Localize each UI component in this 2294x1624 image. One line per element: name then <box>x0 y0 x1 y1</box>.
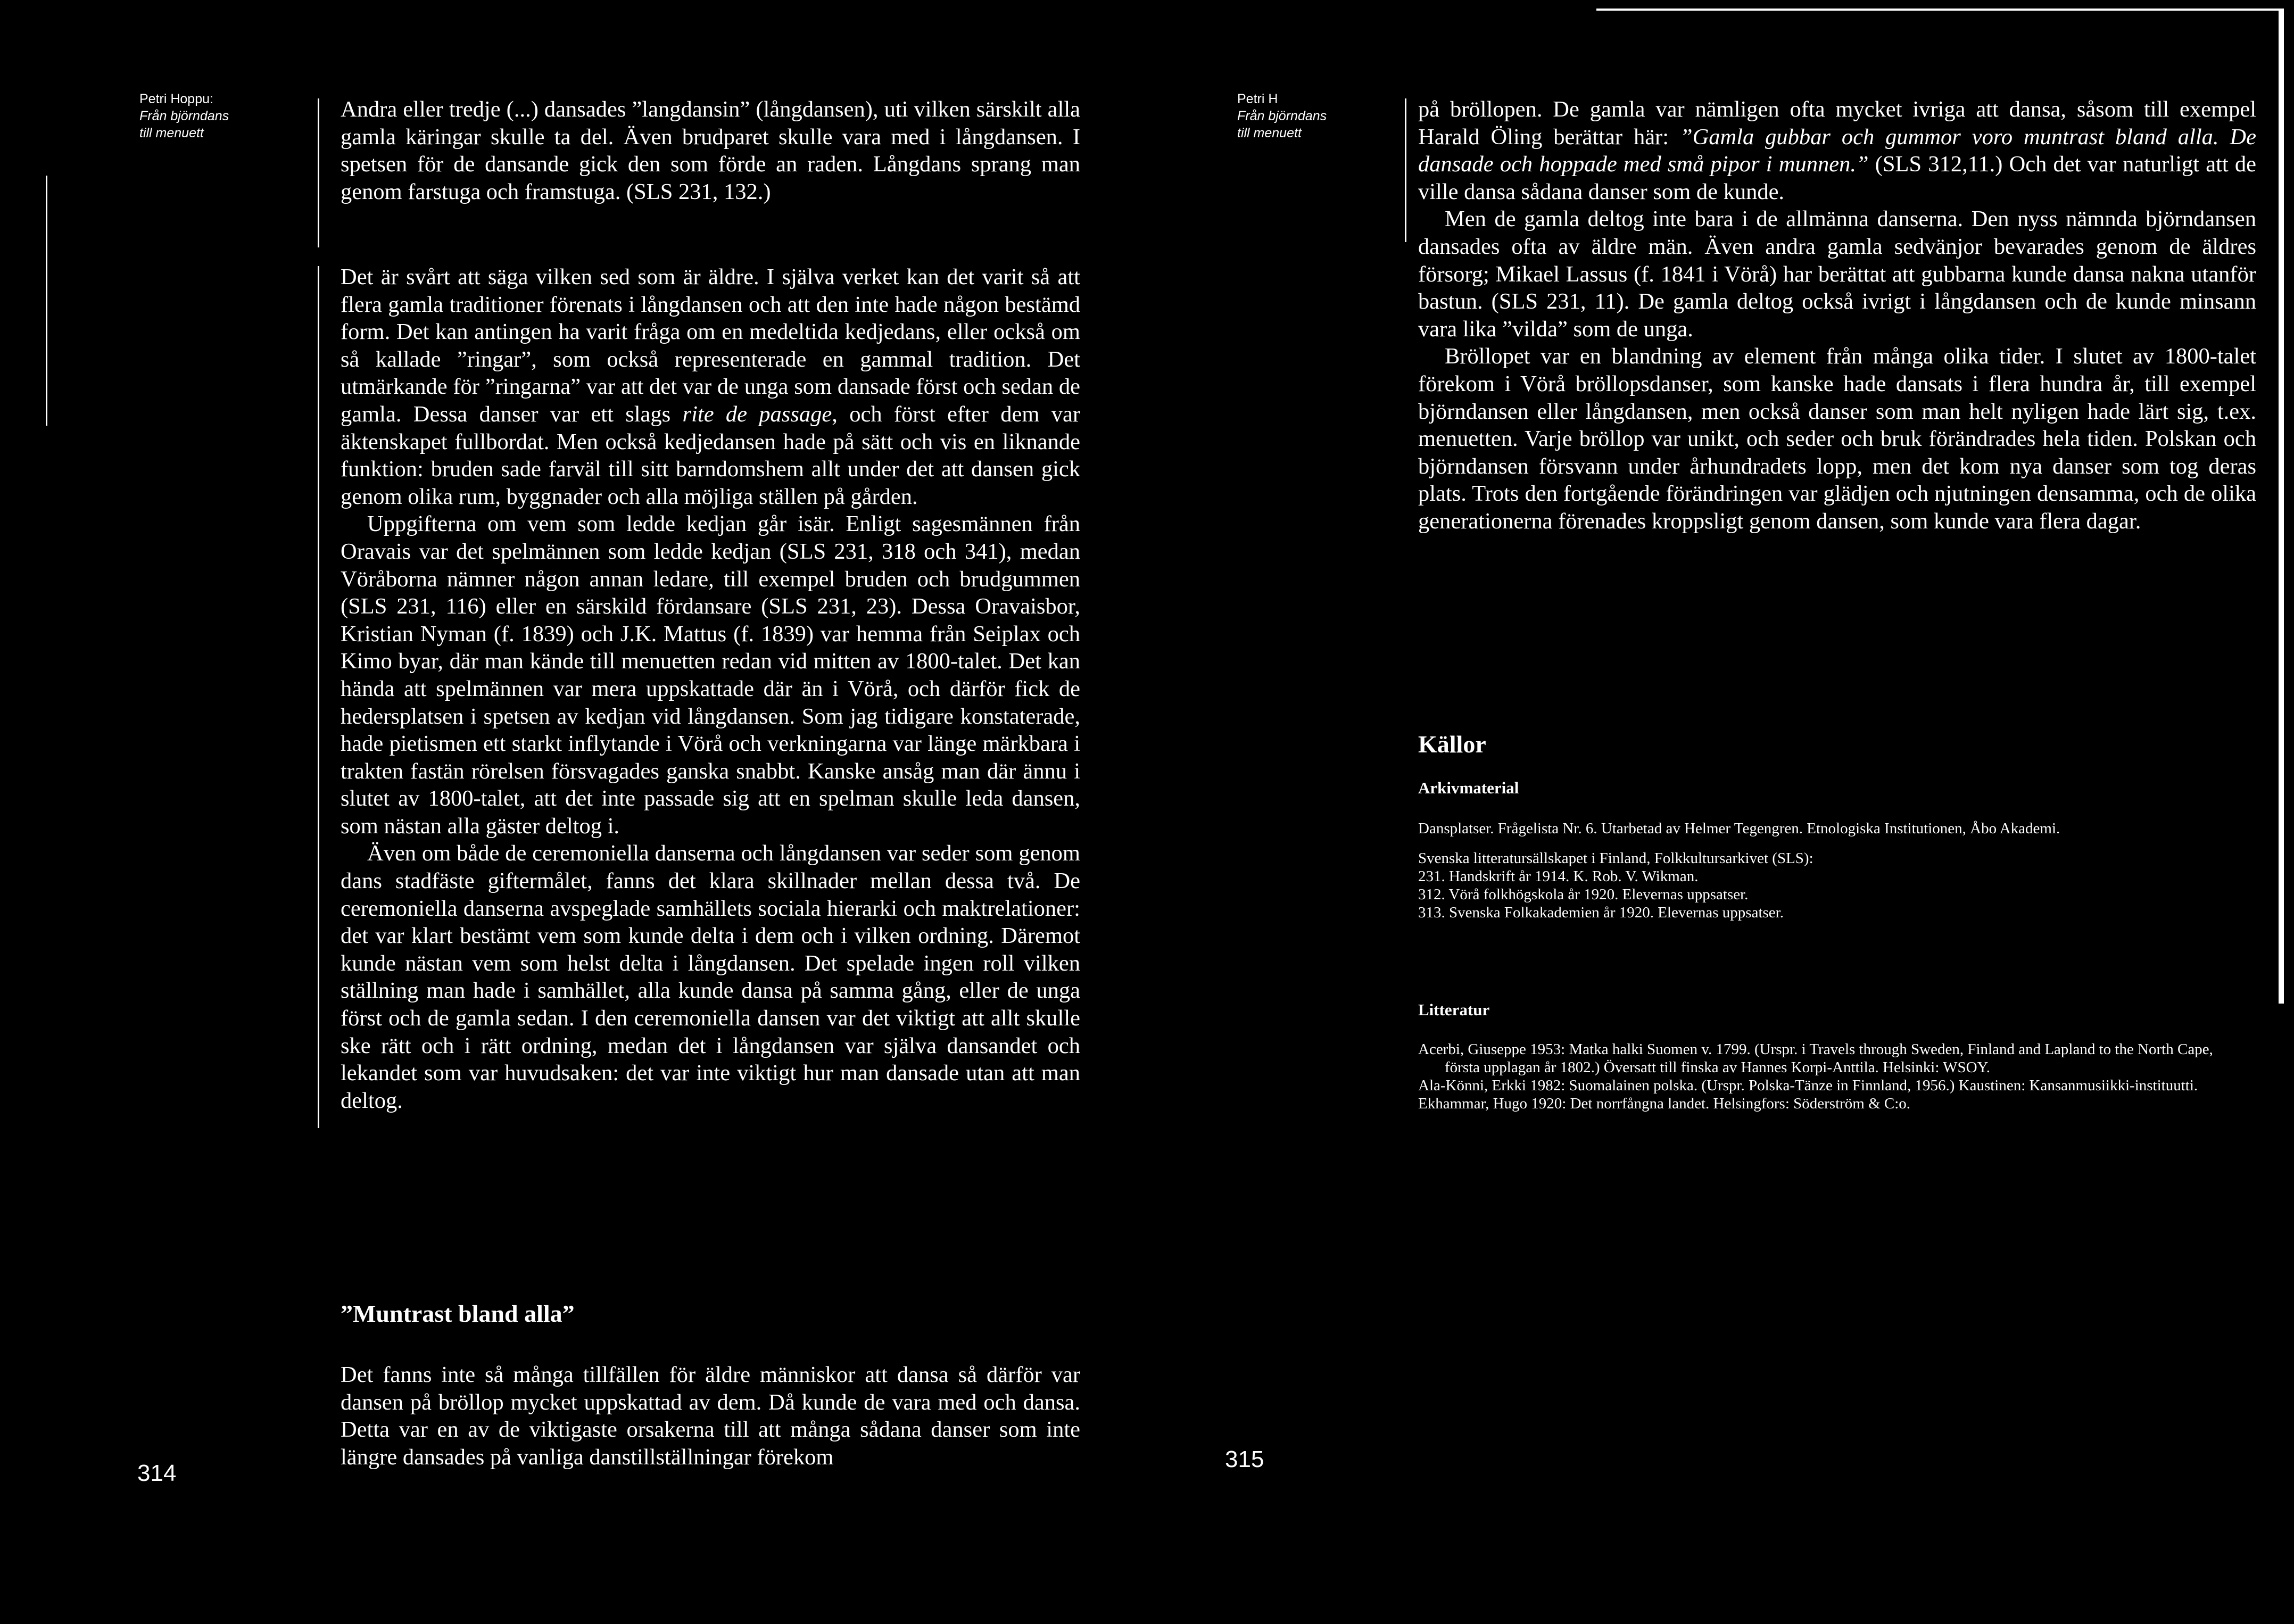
paragraph-3: Bröllopet var en blandning av element från många olika tider. I slutet av 1800-talet förekom i Vörå bröllopsdanser, som kanske hade dansats i flera hundra år, till exempel björndansen eller långdansen, men också danser som man helt nyligen hade lärt sig, t.ex. menuetten. Varje bröllop var unikt, och seder och bruk förändrades hela tiden. Polskan och björndansen försvann under århundradets lopp, men det kom nya danser som tog deras plats. Trots den fortgående förändringen var glädjen och njutningen densamma, och de olika generationerna förenades kroppsligt genom dansen, som kunde vara flera dagar. <box>1418 344 2256 534</box>
header-title-line2: till menuett <box>1237 126 1302 140</box>
literature-item: Ala-Könni, Erkki 1982: Suomalainen polska. (Urspr. Polska-Tänze in Finnland, 1956.) Kaustinen: Kansanmusiikki-instituutti. <box>1418 1077 2198 1094</box>
section-text-block <box>341 1361 1080 1471</box>
paragraph-2: Uppgifterna om vem som ledde kedjan går isär. Enligt sagesmännen från Oravais var det spelmännen som ledde kedjan (SLS 231, 318 och 341), medan Vöråborna nämner någon annan ledare, till exempel bruden och brudgummen (SLS 231, 116) eller en särskild fördansare (SLS 231, 23). Dessa Oravaisbor, Kristian Nyman (f. 1839) och J.K. Mattus (f. 1839) var hemma från Seiplax och Kimo byar, där man kände till menuetten redan vid mitten av 1800-talet. Det kan hända att spelmännen var mera uppskattade där än i Vörå, och därför fick de hedersplatsen i spetsen av kedjan vid långdansen. Som jag tidigare konstaterade, hade pietismen ett starkt inflytande i Vörå och verkningarna var länge märkbara i trakten fastän rörelsen försvagades ganska snabbt. Kanske ansåg man där ännu i slutet av 1800-talet, att det inte passade sig att en spelman skulle leda dansen, som nästan alla gäster deltog i. <box>341 511 1080 839</box>
page-number-right: 315 <box>1225 1446 1264 1472</box>
running-header-right <box>1237 90 1327 142</box>
scan-border-top <box>1596 9 2283 11</box>
literature-list <box>1418 1040 2248 1113</box>
main-text <box>341 263 1080 1114</box>
running-header-left <box>139 90 229 142</box>
paragraph-1-italic: rite de passage <box>682 401 832 427</box>
margin-rule <box>46 176 47 426</box>
quote-rule <box>318 98 319 247</box>
header-title-line1: Från björndans <box>1237 109 1327 123</box>
archive-item: Dansplatser. Frågelista Nr. 6. Utarbetad av Helmer Tegengren. Etnologiska Institutionen, Åbo Akademi. <box>1418 820 2060 837</box>
archive-list <box>1418 819 2248 922</box>
main-text <box>1418 96 2256 535</box>
paragraph-1 <box>341 263 1080 510</box>
paragraph-1-tail: , och först efter dem var äktenskapet fullbordat. Men också kedjedansen hade på sätt och vis en liknande funktion: bruden sade farväl till sitt barndomshem allt under det att dansen gick genom olika rum, byggnader och alla möjliga ställen på gården. <box>341 401 1081 509</box>
paragraph-2: Men de gamla deltog inte bara i de allmänna danserna. Den nyss nämnda björndansen dansades ofta av äldre män. Även andra gamla sedvänjor bevarades genom de äldres försorg; Mikael Lassus (f. 1841 i Vörå) har berättat att gubbarna kunde dansa nakna utanför bastun. (SLS 231, 11). De gamla deltog också ivrigt i långdansen och de kunde minsann vara lika ”vilda” som de unga. <box>1418 206 2256 342</box>
paragraph-1-tail: (SLS 312,11.) Och det var naturligt att de ville dansa sådana danser som de kunde. <box>1418 152 2257 204</box>
literature-item: Ekhammar, Hugo 1920: Det norrfångna landet. Helsingfors: Söderström & C:o. <box>1418 1095 1911 1112</box>
archive-item: 231. Handskrift år 1914. K. Rob. V. Wikman. <box>1418 868 1699 885</box>
text-rule <box>1405 98 1406 242</box>
paragraph-3: Även om både de ceremoniella danserna och långdansen var seder som genom dans stadfäste giftermålet, fanns det klara skillnader mellan dessa två. De ceremoniella danserna avspeglade samhällets sociala hierarki och maktrelationer: det var klart bestämt vem som kunde delta i dem och i vilken ordning. Däremot kunde nästan vem som helst delta i långdansen. Det spelade ingen roll vilken ställning man hade i samhället, alla kunde dansa på samma gång, eller de unga först och de gamla sedan. I den ceremoniella dansen var det viktigt att allt skulle ske rätt och i rätt ordning, medan det i långdansen var själva dansandet och lekandet som var huvudsaken: det var inte viktigt hur man dansade utan att man deltog. <box>341 841 1080 1113</box>
paragraph-1-text: Det är svårt att säga vilken sed som är äldre. I själva verket kan det varit så att flera gamla traditioner förenats i långdansen och att den inte hade någon bestämd form. Det kan antingen ha varit fråga om en medeltida kedjedans, eller också om så kallade ”ringar”, som också representerade en gammal tradition. Det utmärkande för ”ringarna” var att det var de unga som dansade först och sedan de gamla. Dessa danser var ett slags <box>341 264 1080 427</box>
quote-text: Andra eller tredje (...) dansades ”langdansin” (långdansen), uti vilken särskilt alla gamla käringar skulle ta del. Även brudparet skulle vara med i långdansen. I spetsen för de dansande gick den som förde an raden. Långdans sprang man genom farstuga och framstuga. (SLS 231, 132.) <box>341 97 1080 204</box>
paragraph-1-text: på bröllopen. De gamla var nämligen ofta mycket ivriga att dansa, såsom till exempel Harald Öling berättar här: <box>1418 97 2256 150</box>
section-text: Det fanns inte så många tillfällen för äldre människor att dansa så därför var dansen på bröllop mycket uppskattad av dem. Då kunde de vara med och dansa. Detta var en av de viktigaste orsakerna till att många sådana danser som inte längre dansades på vanliga danstillställningar förekom <box>341 1362 1080 1470</box>
header-author: Petri Hoppu: <box>139 92 213 106</box>
section-heading: ”Muntrast bland alla” <box>341 1300 575 1327</box>
archive-item: 313. Svenska Folkakademien år 1920. Elevernas uppsatser. <box>1418 904 1784 921</box>
archive-heading: Arkivmaterial <box>1418 778 1519 797</box>
block-quote <box>341 96 1080 205</box>
paragraph-1 <box>1418 96 2256 205</box>
header-author: Petri H <box>1237 92 1278 106</box>
archive-item: 312. Vörå folkhögskola år 1920. Elevernas uppsatser. <box>1418 886 1749 903</box>
sources-heading: Källor <box>1418 731 1486 758</box>
archive-item: Svenska litteratursällskapet i Finland, Folkkultursarkivet (SLS): <box>1418 850 1813 867</box>
right-page <box>1147 0 2294 1624</box>
page-number-left: 314 <box>137 1460 177 1486</box>
text-rule <box>318 266 319 1128</box>
scan-border-right <box>2279 9 2284 1004</box>
paragraph-1-quote: ”Gamla gubbar och gummor voro muntrast bland alla. De dansade och hoppade med små pipor i munnen.” <box>1418 124 2256 177</box>
literature-item: Acerbi, Giuseppe 1953: Matka halki Suomen v. 1799. (Urspr. i Travels through Sweden, Finland and Lapland to the North Cape, första upplagan år 1802.) Översatt till finska av Hannes Korpi-Anttila. Helsinki: WSOY. <box>1418 1041 2213 1076</box>
literature-heading: Litteratur <box>1418 1000 1490 1019</box>
header-title-line1: Från björndans <box>139 109 229 123</box>
header-title-line2: till menuett <box>139 126 204 140</box>
